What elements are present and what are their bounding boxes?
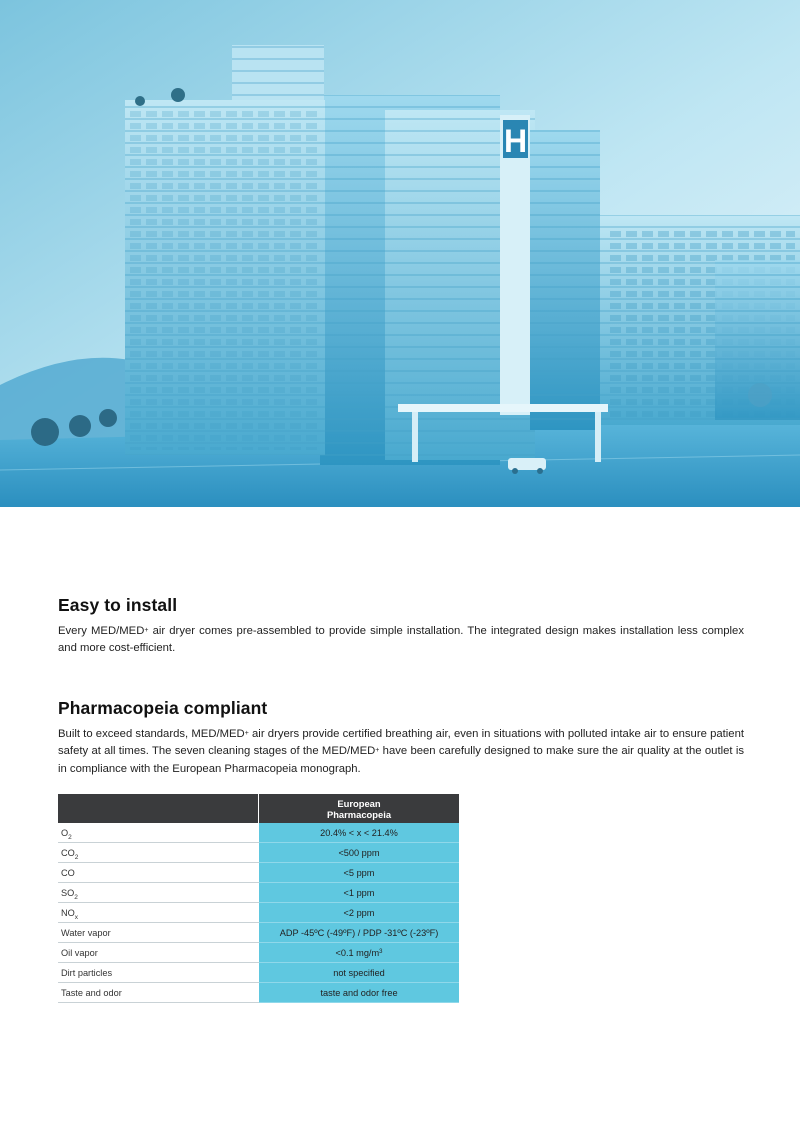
air-quality-spec-table (58, 794, 459, 1003)
value-cell (259, 883, 460, 903)
limit-value: <5 ppm (343, 867, 375, 878)
parameter-cell (58, 923, 259, 943)
table-row (58, 983, 459, 1003)
pharmacopeia-section (58, 698, 744, 778)
value-cell (259, 943, 460, 963)
limit-value: ADP -45ºC (-49ºF) / PDP -31ºC (-23ºF) (279, 927, 439, 938)
value-cell (259, 983, 460, 1003)
limit-value: 20.4% < x < 21.4% (320, 827, 398, 838)
parameter-cell (58, 863, 259, 883)
parameter-cell (58, 943, 259, 963)
table-header-line-2: Pharmacopeia (326, 808, 392, 820)
hospital-sign-letter: H (503, 123, 528, 159)
pharma-body-superscript-2: + (375, 747, 380, 755)
table-row (58, 843, 459, 863)
pharmacopeia-body (58, 726, 744, 778)
install-body-superscript: + (144, 627, 149, 634)
parameter-cell (58, 903, 259, 923)
parameter-name: Oil vapor (61, 947, 98, 958)
parameter-name: SO (61, 887, 75, 898)
hero-hospital-illustration (0, 0, 800, 507)
easy-to-install-heading: Easy to install (58, 595, 178, 615)
limit-value: <0.1 mg/m (335, 947, 380, 958)
parameter-subscript: 2 (68, 833, 72, 841)
parameter-name: Water vapor (61, 927, 111, 938)
parameter-name: CO (61, 847, 75, 858)
pharma-body-part-b: air dryers provide certified breathing air, even in situations with polluted intake air to ensure patient safety at all times. The seven cleaning stages of the MED/MED (58, 728, 745, 758)
table-header-line-1: European (337, 797, 381, 809)
easy-to-install-body (58, 623, 744, 658)
parameter-subscript: x (74, 913, 79, 921)
limit-value: taste and odor free (320, 987, 398, 998)
parameter-name: O (61, 827, 69, 838)
parameter-cell (58, 843, 259, 863)
pharma-body-superscript-1: + (244, 730, 249, 737)
parameter-name: Taste and odor (61, 987, 122, 998)
value-cell (259, 863, 460, 883)
table-row (58, 963, 459, 983)
parameter-cell (58, 823, 259, 843)
pharma-body-part-c: have been carefully designed to make sure the air quality at the outlet is in compliance with the European Pharmacopeia monograph. (58, 745, 744, 775)
table-row (58, 863, 459, 883)
table-header-blank-cell (58, 794, 259, 823)
table-row (58, 943, 459, 963)
table-row (58, 923, 459, 943)
pharma-body-part-a: Built to exceed standards, MED/MED (58, 728, 245, 740)
value-cell (259, 963, 460, 983)
value-cell (259, 903, 460, 923)
parameter-cell (58, 963, 259, 983)
pharmacopeia-heading: Pharmacopeia compliant (58, 698, 268, 718)
limit-value-superscript: 3 (379, 948, 383, 955)
limit-value: <1 ppm (343, 887, 375, 898)
easy-to-install-section (58, 595, 744, 658)
limit-value: not specified (333, 967, 385, 978)
parameter-name: NO (61, 907, 75, 918)
table-header-european-pharmacopeia (259, 794, 460, 823)
value-cell (259, 823, 460, 843)
parameter-cell (58, 983, 259, 1003)
parameter-name: Dirt particles (61, 967, 113, 978)
value-cell (259, 923, 460, 943)
parameter-name: CO (61, 867, 75, 878)
limit-value: <500 ppm (338, 847, 380, 858)
install-body-text-end: air dryer comes pre-assembled to provide simple installation. The integrated design makes installation less complex and more cost-efficient. (58, 625, 744, 655)
table-header-row (58, 794, 459, 823)
table-row (58, 903, 459, 923)
install-body-text-start: Every MED/MED (58, 625, 145, 637)
table-row (58, 823, 459, 843)
parameter-subscript: 2 (74, 893, 78, 901)
hospital-building-graphic (0, 0, 800, 507)
limit-value: <2 ppm (343, 907, 375, 918)
table-row (58, 883, 459, 903)
value-cell (259, 843, 460, 863)
parameter-cell (58, 883, 259, 903)
parameter-subscript: 2 (74, 853, 79, 861)
